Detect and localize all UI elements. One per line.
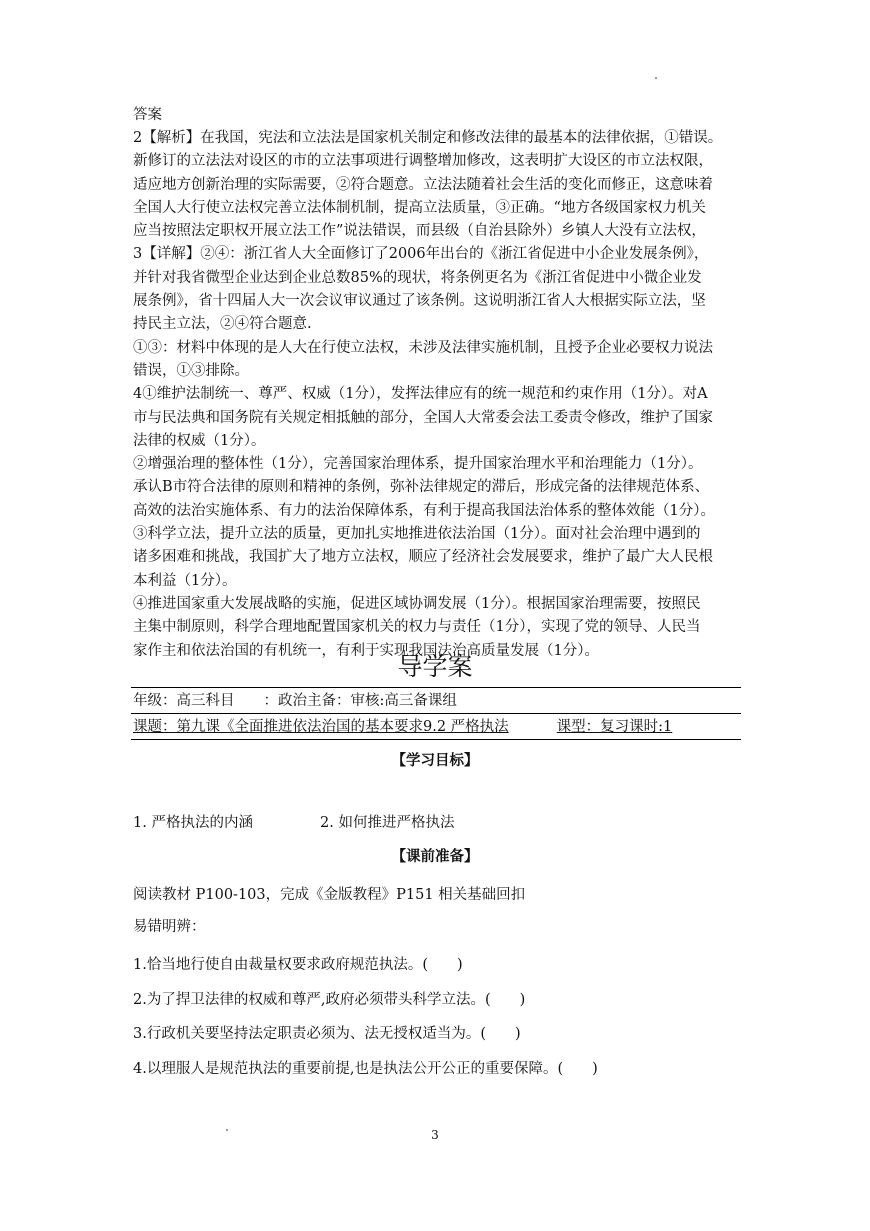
lesson-topic: 课题：第九课《全面推进依法治国的基本要求9.2 严格执法 [133, 719, 509, 735]
answer-heading: 答案 [133, 107, 162, 123]
answer-line: 3【详解】②④：浙江省人大全面修订了2006年出台的《浙江省促进中小企业发展条例》， [133, 246, 709, 263]
answer-line: 并针对我省微型企业达到企业总数85%的现状，将条例更名为《浙江省促进中小微企业发 [133, 269, 702, 286]
answer-line: 高效的法治实施体系、有力的法治保障体系，有利于提高我国法治体系的整体效能（1分）。 [133, 502, 715, 519]
answer-line: 2【解析】在我国，宪法和立法法是国家机关制定和修改法律的最基本的法律依据，①错误。 [133, 130, 723, 146]
answer-line: 持民主立法，②④符合题意. [133, 316, 312, 333]
page-number: 3 [431, 1128, 439, 1142]
answer-line: ①③：材料中体现的是人大在行使立法权，未涉及法律实施机制，且授予企业必要权力说法 [133, 339, 713, 356]
answer-line: 应当按照法定职权开展立法工作”说法错误，而县级（自治县除外）乡镇人大没有立法权， [133, 223, 706, 240]
answer-line: ②增强治理的整体性（1分），完善国家治理体系，提升国家治理水平和治理能力（1分）。 [133, 456, 703, 473]
error-item: 3.行政机关要坚持法定职责必须为、法无授权适当为。( ) [133, 1026, 521, 1042]
answer-line: ③科学立法，提升立法的质量，更加扎实地推进依法治国（1分）。面对社会治理中遇到的 [133, 526, 701, 543]
answer-line: 市与民法典和国务院有关规定相抵触的部分，全国人大常委会法工委责令修改，维护了国家 [133, 409, 713, 426]
prep-heading: 【课前准备】 [391, 848, 479, 865]
answer-line: 家作主和依法治国的有机统一，有利于实现我国法治高质量发展（1分）。 [133, 642, 599, 659]
topic-rule [131, 739, 741, 740]
answer-line: 展条例》，省十四届人大一次会议审议通过了该条例。这说明浙江省人大根据实际立法，坚 [133, 293, 706, 310]
meta-rule [131, 713, 741, 714]
objective-2: 2. 如何推进严格执法 [320, 815, 455, 831]
reading-instruction: 阅读教材 P100-103，完成《金版教程》P151 相关基础回扣 [133, 887, 526, 903]
error-item: 2.为了捍卫法律的权威和尊严,政府必须带头科学立法。( ) [133, 992, 526, 1008]
answer-line: 主集中制原则，科学合理地配置国家机关的权力与责任（1分），实现了党的领导、人民当 [133, 619, 701, 636]
grade-subject-line: 年级：高三科目 ：政治主备：审核:高三备课组 [133, 693, 457, 709]
errors-heading: 易错明辨： [133, 919, 206, 935]
title-rule [131, 687, 741, 688]
lesson-type: 课型：复习课时:1 [556, 719, 673, 735]
answer-line: 新修订的立法法对设区的市的立法事项进行调整增加修改，这表明扩大设区的市立法权限， [133, 153, 713, 170]
objectives-heading: 【学习目标】 [391, 752, 479, 769]
answer-body [133, 127, 743, 663]
answer-line: 承认B市符合法律的原则和精神的条例，弥补法律规定的滞后，形成完备的法律规范体系、 [133, 479, 710, 496]
answer-line: 本利益（1分）。 [133, 572, 237, 589]
objective-1: 1. 严格执法的内涵 [133, 815, 253, 831]
answer-line: 适应地方创新治理的实际需要，②符合题意。立法法随着社会生活的变化而修正，这意味着 [133, 176, 713, 193]
answer-line: 诸多困难和挑战，我国扩大了地方立法权，顺应了经济社会发展要求，维护了最广大人民根 [133, 549, 713, 566]
answer-line: 法律的权威（1分）。 [133, 432, 266, 449]
lesson-topic-line [133, 716, 672, 738]
speck-mark [655, 77, 657, 79]
error-item: 4.以理服人是规范执法的重要前提,也是执法公开公正的重要保障。( ) [133, 1061, 598, 1077]
answer-line: ④推进国家重大发展战略的实施，促进区域协调发展（1分）。根据国家治理需要，按照民 [133, 595, 701, 612]
guide-title: 导学案 [397, 652, 473, 681]
answer-line: 错误，①③排除。 [133, 362, 249, 379]
answer-line: 全国人大行使立法权完善立法体制机制，提高立法质量，③正确。“地方各级国家权力机关 [133, 199, 706, 216]
error-item: 1.恰当地行使自由裁量权要求政府规范执法。( ) [133, 957, 463, 973]
answer-line: 4①维护法制统一、尊严、权威（1分），发挥法律应有的统一规范和约束作用（1分）。对A [133, 386, 708, 403]
